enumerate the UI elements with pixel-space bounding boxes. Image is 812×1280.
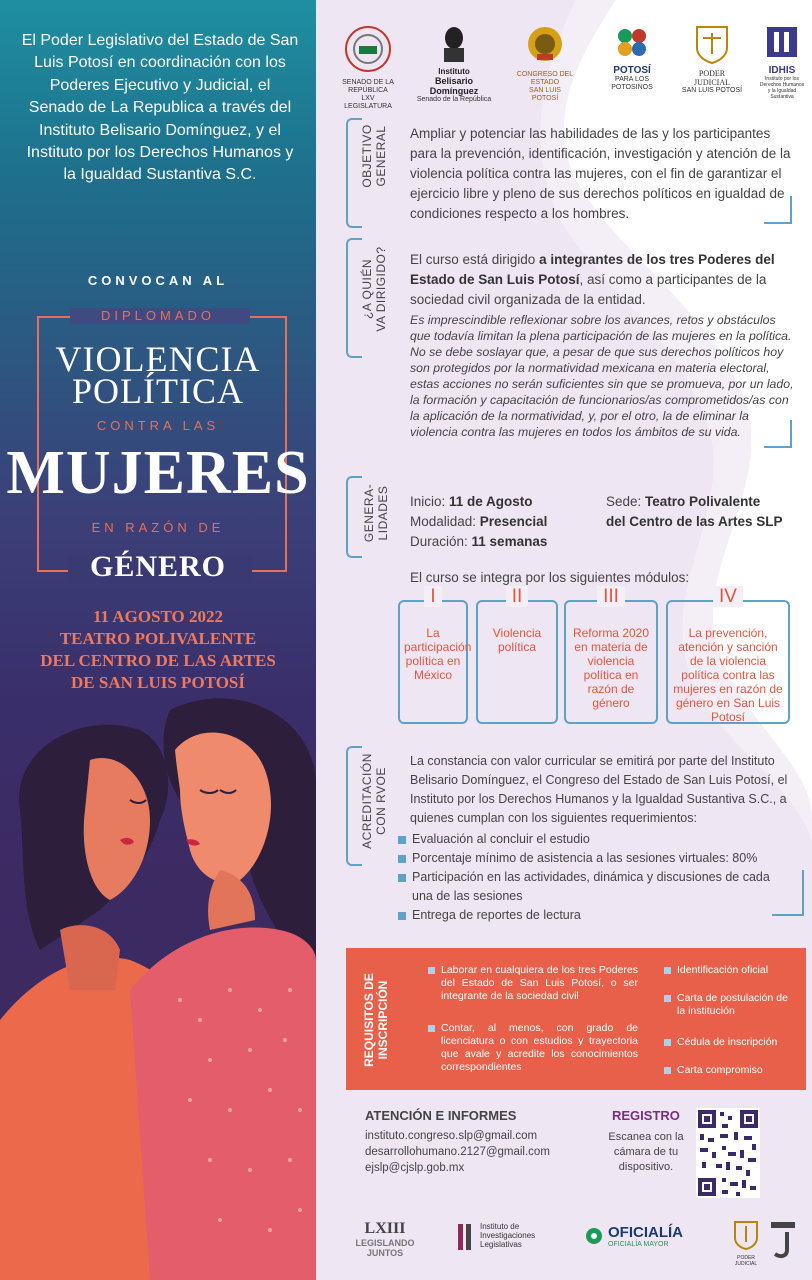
acreditacion-label: ACREDITACIÓN CON RVOE	[360, 753, 388, 849]
title-contra-las: CONTRA LAS	[96, 418, 220, 433]
ej-monogram-icon	[769, 1220, 797, 1260]
dirigido-label: ¿A QUIÉN VA DIRIGIDO?	[360, 246, 388, 332]
dirigido-italic: Es imprescindible reflexionar sobre los avances, retos y obstáculos que todavía limitan la plena participación de las mujeres en la política. No se debe soslayar que, a pesar de que sus derechos políticos hoy son protegidos por la normatividad mexicana en materia electoral, estas acciones no serán suficientes sin que se promueva, por un lado, la formación y capacitación de funcionarios/as comprometidos/as con la aplicación de la normatividad, y, por el otro, la de eliminar la violencia contra las mujeres en todos los ámbitos de su vida.	[410, 313, 794, 439]
module-card: IV La prevención, atención y sanción de la violencia política contra las mujeres en razón de género en San Luis Potosí	[666, 600, 790, 724]
event-venue-3: DE SAN LUIS POTOSÍ	[71, 673, 245, 692]
acreditacion-text: La constancia con valor curricular se emitirá por parte del Instituto Belisario Domínguez, el Congreso del Estado de San Luis Potosí, el Instituto por los Derechos Humanos y la Igualdad Sustantiva S.C., a quienes cumplan con los siguientes requerimientos:	[410, 754, 788, 825]
module-card: I La participación política en México	[398, 600, 468, 724]
oficialia-logo: OFICIALÍA OFICIALÍA MAYOR	[584, 1224, 704, 1248]
title-politica: POLÍTICA	[72, 371, 244, 411]
event-date: 11 AGOSTO 2022	[92, 607, 224, 626]
potosi-flower-icon	[612, 24, 652, 60]
poder-judicial-footer-logo: PODER JUDICIAL	[726, 1220, 766, 1267]
poster-left-panel	[0, 0, 316, 1280]
title-violencia: VIOLENCIA	[55, 339, 261, 379]
acreditacion-list	[398, 830, 778, 925]
women-illustration	[0, 690, 316, 1280]
list-item: Porcentaje mínimo de asistencia a las sesiones virtuales: 80%	[398, 849, 778, 868]
ibd-logo: Instituto Belisario Domínguez Senado de la República	[410, 24, 498, 104]
registration-qr-code-icon[interactable]	[696, 1108, 760, 1198]
list-item: Carta compromiso	[664, 1064, 794, 1077]
idhis-logo: IDHIS Instituto por los Derechos Humanos y la Igualdad Sustantiva	[758, 24, 806, 100]
email-link[interactable]: desarrollohumano.2127@gmail.com	[365, 1146, 550, 1158]
belisario-portrait-icon	[439, 24, 469, 62]
poster-right-panel	[316, 0, 812, 1280]
email-link[interactable]: ejslp@cjslp.gob.mx	[365, 1162, 465, 1174]
convocan-heading: CONVOCAN AL	[87, 273, 229, 288]
potosi-logo: POTOSÍ PARA LOS POTOSINOS	[602, 24, 662, 92]
list-item: Contar, al menos, con grado de licenciatura o con estudios y trayectoria que avale y acredite los conocimientos correspondientes	[428, 1022, 638, 1074]
dirigido-hook	[764, 420, 792, 448]
title-genero: GÉNERO	[89, 550, 227, 583]
scales-shield-icon	[694, 24, 730, 64]
generalidades-info: Inicio: 11 de Agosto Modalidad: Presencial Duración: 11 semanas	[410, 494, 548, 549]
generalidades-label: GENERA- LIDADES	[362, 483, 390, 543]
footer-logos	[316, 1210, 812, 1280]
title-mujeres: MUJERES	[6, 439, 310, 507]
requisitos-label: REQUISITOS DE INSCRIPCIÓN	[362, 973, 390, 1067]
poder-judicial-logo: PODER JUDICIAL SAN LUIS POTOSÍ	[680, 24, 744, 95]
sponsor-logos	[340, 24, 806, 110]
sede-info: Sede: Teatro Polivalente del Centro de las Artes SLP	[606, 494, 783, 529]
list-item: Evaluación al concluir el estudio	[398, 830, 778, 849]
list-item: Laborar en cualquiera de los tres Poderes del Estado de San Luis Potosí, o ser integrante de la sociedad civil	[428, 964, 638, 1003]
registro-text: Escanea con la cámara de tu dispositivo.	[608, 1131, 684, 1173]
list-item: Participación en las actividades, dinámica y discusiones de cada una de las sesiones	[398, 868, 778, 906]
list-item: Identificación oficial	[664, 964, 794, 977]
dirigido-text: El curso está dirigido a integrantes de los tres Poderes del Estado de San Luis Potosí, así como a participantes de la sociedad civil organizada de la entidad.	[410, 252, 775, 307]
objetivo-text: Ampliar y potenciar las habilidades de las y los participantes para la prevención, identificación, investigación y atención de la violencia política contra las mujeres, con el fin de garantizar el ejercicio libre y pleno de sus derechos políticos en igualdad de condiciones respecto a los hombres.	[410, 126, 791, 221]
registro-title: REGISTRO	[612, 1108, 680, 1123]
email-link[interactable]: instituto.congreso.slp@gmail.com	[365, 1130, 538, 1142]
title-en-razon-de: EN RAZÓN DE	[91, 520, 225, 535]
module-card: III Reforma 2020 en materia de violencia política en razón de género	[564, 600, 658, 724]
senado-logo: SENADO DE LA REPÚBLICA LXV LEGISLATURA	[340, 24, 396, 111]
congreso-logo: CONGRESO DEL ESTADO SAN LUIS POTOSÍ	[516, 24, 574, 103]
atencion-title: ATENCIÓN E INFORMES	[365, 1108, 517, 1123]
escuela-judicial-logo	[768, 1220, 798, 1265]
legislando-juntos-logo: LXIII LEGISLANDO JUNTOS	[355, 1220, 415, 1258]
iil-columns-icon	[456, 1222, 478, 1252]
event-info	[10, 606, 306, 694]
objetivo-label: OBJETIVO GENERAL	[360, 124, 388, 188]
scales-shield-icon	[733, 1220, 759, 1250]
modulos-intro: El curso se integra por los siguientes módulos:	[410, 570, 690, 585]
requisitos-box	[346, 948, 806, 1090]
objetivo-hook	[764, 196, 792, 224]
intro-text: El Poder Legislativo del Estado de San Luis Potosí en coordinación con los Poderes Ejecutivo y Judicial, el Senado de La Republica a través del Instituto Belisario Domínguez, y el Instituto por los Derechos Humanos y la Igualdad Sustantiva S.C.	[21, 32, 299, 184]
list-item: Cédula de inscripción	[664, 1036, 794, 1049]
module-card: II Violencia política	[476, 600, 558, 724]
iil-logo: Instituto de Investigaciones Legislativas	[456, 1222, 566, 1249]
senado-seal-icon	[343, 24, 393, 74]
generalidades-bracket	[346, 476, 362, 558]
event-venue: TEATRO POLIVALENTE	[59, 629, 257, 648]
event-venue-2: DEL CENTRO DE LAS ARTES	[40, 651, 276, 670]
oficialia-flower-icon	[584, 1226, 604, 1246]
diplomado-label: DIPLOMADO	[100, 308, 215, 323]
congreso-eagle-icon	[525, 24, 565, 66]
idhis-mark-icon	[764, 24, 800, 60]
list-item: Entrega de reportes de lectura	[398, 906, 778, 925]
list-item: Carta de postulación de la institución	[664, 992, 794, 1018]
acreditacion-hook	[772, 870, 804, 916]
